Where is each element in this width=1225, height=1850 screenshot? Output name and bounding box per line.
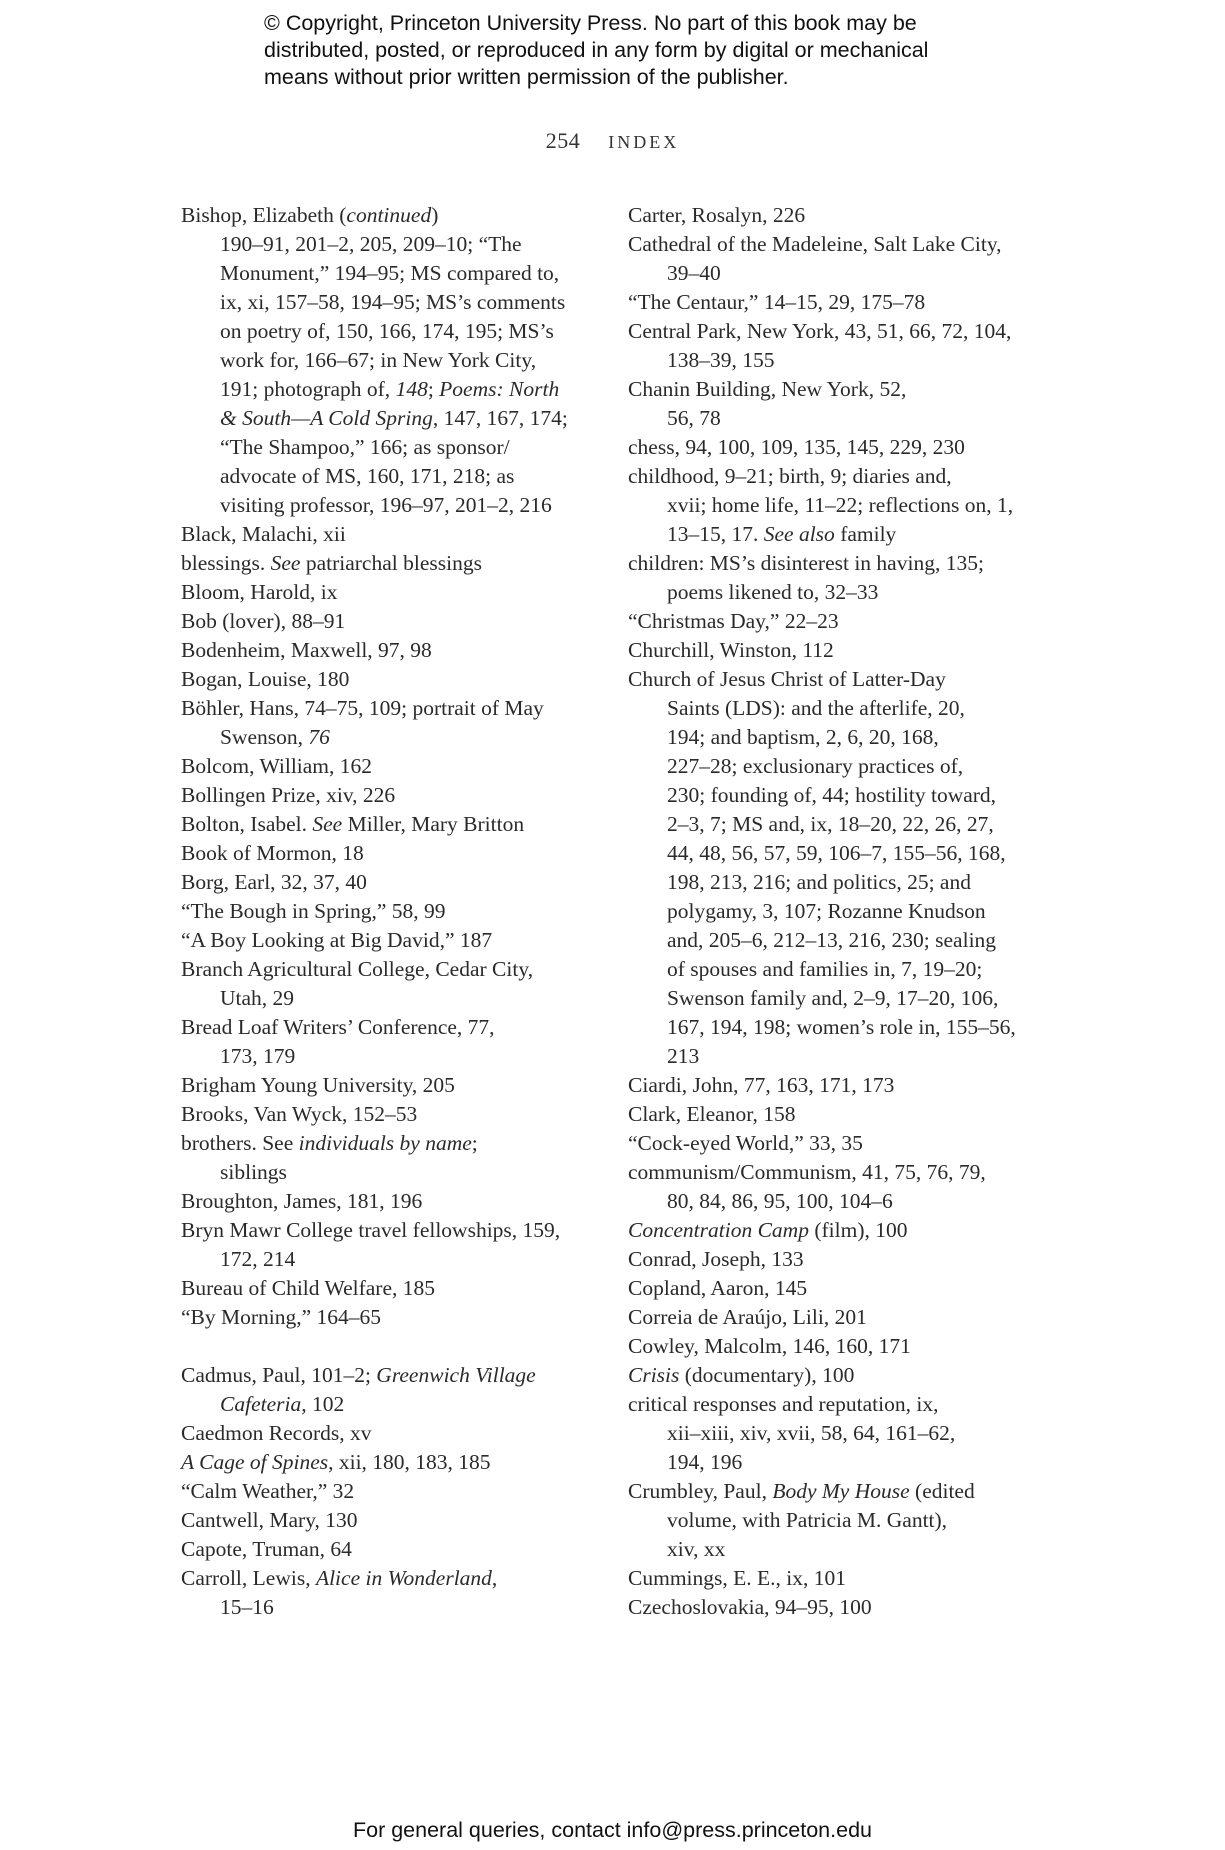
index-line: Crumbley, Paul, Body My House (edited [628, 1479, 975, 1503]
index-line: Bob (lover), 88–91 [181, 609, 346, 633]
index-line: blessings. See patriarchal blessings [181, 551, 482, 575]
index-line: childhood, 9–21; birth, 9; diaries and, [628, 464, 952, 488]
index-line: Crisis (documentary), 100 [628, 1363, 855, 1387]
index-line: xii–xiii, xiv, xvii, 58, 64, 161–62, [667, 1421, 956, 1445]
index-line: “Calm Weather,” 32 [181, 1479, 355, 1503]
index-line: Bishop, Elizabeth (continued) [181, 203, 439, 227]
page-title: INDEX [608, 132, 680, 152]
index-line: and, 205–6, 212–13, 216, 230; sealing [667, 928, 997, 952]
index-line: “The Shampoo,” 166; as sponsor/ [220, 435, 510, 459]
index-line: ix, xi, 157–58, 194–95; MS’s comments [220, 290, 566, 314]
index-line: 213 [667, 1044, 700, 1068]
index-line: Ciardi, John, 77, 163, 171, 173 [628, 1073, 895, 1097]
index-line: 15–16 [220, 1595, 274, 1619]
index-line: of spouses and families in, 7, 19–20; [667, 957, 983, 981]
index-line: Brigham Young University, 205 [181, 1073, 455, 1097]
index-line: 198, 213, 216; and politics, 25; and [667, 870, 971, 894]
index-line: xiv, xx [667, 1537, 726, 1561]
index-line: Cafeteria, 102 [220, 1392, 345, 1416]
index-line: Cantwell, Mary, 130 [181, 1508, 358, 1532]
index-line: Bollingen Prize, xiv, 226 [181, 783, 396, 807]
index-line: Conrad, Joseph, 133 [628, 1247, 804, 1271]
index-line: A Cage of Spines, xii, 180, 183, 185 [181, 1450, 491, 1474]
index-line: Caedmon Records, xv [181, 1421, 372, 1445]
index-line: Bolton, Isabel. See Miller, Mary Britton [181, 812, 525, 836]
index-line: Church of Jesus Christ of Latter-Day [628, 667, 946, 691]
index-line: “The Centaur,” 14–15, 29, 175–78 [628, 290, 926, 314]
index-line: Broughton, James, 181, 196 [181, 1189, 423, 1213]
index-line: Copland, Aaron, 145 [628, 1276, 808, 1300]
index-line: “The Bough in Spring,” 58, 99 [181, 899, 446, 923]
contact-footer: For general queries, contact info@press.princeton.edu [352, 1818, 872, 1842]
index-column-left [181, 201, 601, 1622]
index-line: 194; and baptism, 2, 6, 20, 168, [667, 725, 939, 749]
index-line: poems likened to, 32–33 [667, 580, 879, 604]
index-line: Book of Mormon, 18 [181, 841, 364, 865]
index-line: Carroll, Lewis, Alice in Wonderland, [181, 1566, 498, 1590]
index-line: Cadmus, Paul, 101–2; Greenwich Village [181, 1363, 536, 1387]
index-column-right [628, 201, 1058, 1622]
index-line: Chanin Building, New York, 52, [628, 377, 907, 401]
index-line: Brooks, Van Wyck, 152–53 [181, 1102, 418, 1126]
index-line: siblings [220, 1160, 287, 1184]
index-line: & South—A Cold Spring, 147, 167, 174; [220, 406, 568, 430]
index-line: 138–39, 155 [667, 348, 775, 372]
index-line: communism/Communism, 41, 75, 76, 79, [628, 1160, 986, 1184]
index-line: critical responses and reputation, ix, [628, 1392, 939, 1416]
index-line: visiting professor, 196–97, 201–2, 216 [220, 493, 552, 517]
running-head [0, 128, 1225, 154]
index-line: 173, 179 [220, 1044, 296, 1068]
index-line: 56, 78 [667, 406, 721, 430]
index-line: 2–3, 7; MS and, ix, 18–20, 22, 26, 27, [667, 812, 994, 836]
index-line: Bureau of Child Welfare, 185 [181, 1276, 436, 1300]
index-line: work for, 166–67; in New York City, [220, 348, 537, 372]
copyright-notice [264, 10, 1024, 91]
index-line: “By Morning,” 164–65 [181, 1305, 382, 1329]
index-line: Clark, Eleanor, 158 [628, 1102, 796, 1126]
index-line: 167, 194, 198; women’s role in, 155–56, [667, 1015, 1016, 1039]
index-line: 227–28; exclusionary practices of, [667, 754, 964, 778]
index-line: 230; founding of, 44; hostility toward, [667, 783, 997, 807]
index-line: Correia de Araújo, Lili, 201 [628, 1305, 867, 1329]
index-line: Utah, 29 [220, 986, 295, 1010]
index-line: brothers. See individuals by name; [181, 1131, 478, 1155]
index-line: Concentration Camp (film), 100 [628, 1218, 908, 1242]
index-line: 13–15, 17. See also family [667, 522, 897, 546]
index-line: Black, Malachi, xii [181, 522, 346, 546]
index-line: 44, 48, 56, 57, 59, 106–7, 155–56, 168, [667, 841, 1006, 865]
index-line: 80, 84, 86, 95, 100, 104–6 [667, 1189, 893, 1213]
index-line: 190–91, 201–2, 205, 209–10; “The [220, 232, 522, 256]
index-line: xvii; home life, 11–22; reflections on, 1, [667, 493, 1014, 517]
index-line: on poetry of, 150, 166, 174, 195; MS’s [220, 319, 554, 343]
copyright-line: means without prior written permission of the publisher. [264, 65, 789, 89]
index-line: polygamy, 3, 107; Rozanne Knudson [667, 899, 986, 923]
index-line: 194, 196 [667, 1450, 743, 1474]
index-line: volume, with Patricia M. Gantt), [667, 1508, 948, 1532]
index-line: Swenson, 76 [220, 725, 330, 749]
page-number: 254 [545, 128, 581, 153]
index-line: 39–40 [667, 261, 721, 285]
index-line: Bread Loaf Writers’ Conference, 77, [181, 1015, 495, 1039]
index-line: Bogan, Louise, 180 [181, 667, 350, 691]
index-line: Böhler, Hans, 74–75, 109; portrait of May [181, 696, 544, 720]
copyright-line: © Copyright, Princeton University Press. No part of this book may be [264, 11, 917, 35]
index-line: Bodenheim, Maxwell, 97, 98 [181, 638, 432, 662]
index-line: Capote, Truman, 64 [181, 1537, 352, 1561]
index-line: Carter, Rosalyn, 226 [628, 203, 806, 227]
index-line: “A Boy Looking at Big David,” 187 [181, 928, 493, 952]
index-line: “Cock-eyed World,” 33, 35 [628, 1131, 863, 1155]
index-line: advocate of MS, 160, 171, 218; as [220, 464, 515, 488]
index-line: Swenson family and, 2–9, 17–20, 106, [667, 986, 999, 1010]
index-line: Cummings, E. E., ix, 101 [628, 1566, 846, 1590]
index-line: 191; photograph of, 148; Poems: North [220, 377, 560, 401]
index-line: Churchill, Winston, 112 [628, 638, 834, 662]
index-line: “Christmas Day,” 22–23 [628, 609, 839, 633]
index-line: Bolcom, William, 162 [181, 754, 373, 778]
index-line: Borg, Earl, 32, 37, 40 [181, 870, 367, 894]
index-line: Monument,” 194–95; MS compared to, [220, 261, 560, 285]
index-line: 172, 214 [220, 1247, 296, 1271]
index-line: Cathedral of the Madeleine, Salt Lake City, [628, 232, 1002, 256]
index-line: Central Park, New York, 43, 51, 66, 72, 104, [628, 319, 1012, 343]
index-line: children: MS’s disinterest in having, 135; [628, 551, 984, 575]
index-line: Branch Agricultural College, Cedar City, [181, 957, 534, 981]
section-gap [181, 1332, 601, 1361]
index-line: Czechoslovakia, 94–95, 100 [628, 1595, 872, 1619]
index-line: Cowley, Malcolm, 146, 160, 171 [628, 1334, 911, 1358]
index-line: chess, 94, 100, 109, 135, 145, 229, 230 [628, 435, 965, 459]
copyright-line: distributed, posted, or reproduced in any form by digital or mechanical [264, 38, 929, 62]
index-line: Bryn Mawr College travel fellowships, 159, [181, 1218, 561, 1242]
index-line: Bloom, Harold, ix [181, 580, 338, 604]
index-line: Saints (LDS): and the afterlife, 20, [667, 696, 965, 720]
